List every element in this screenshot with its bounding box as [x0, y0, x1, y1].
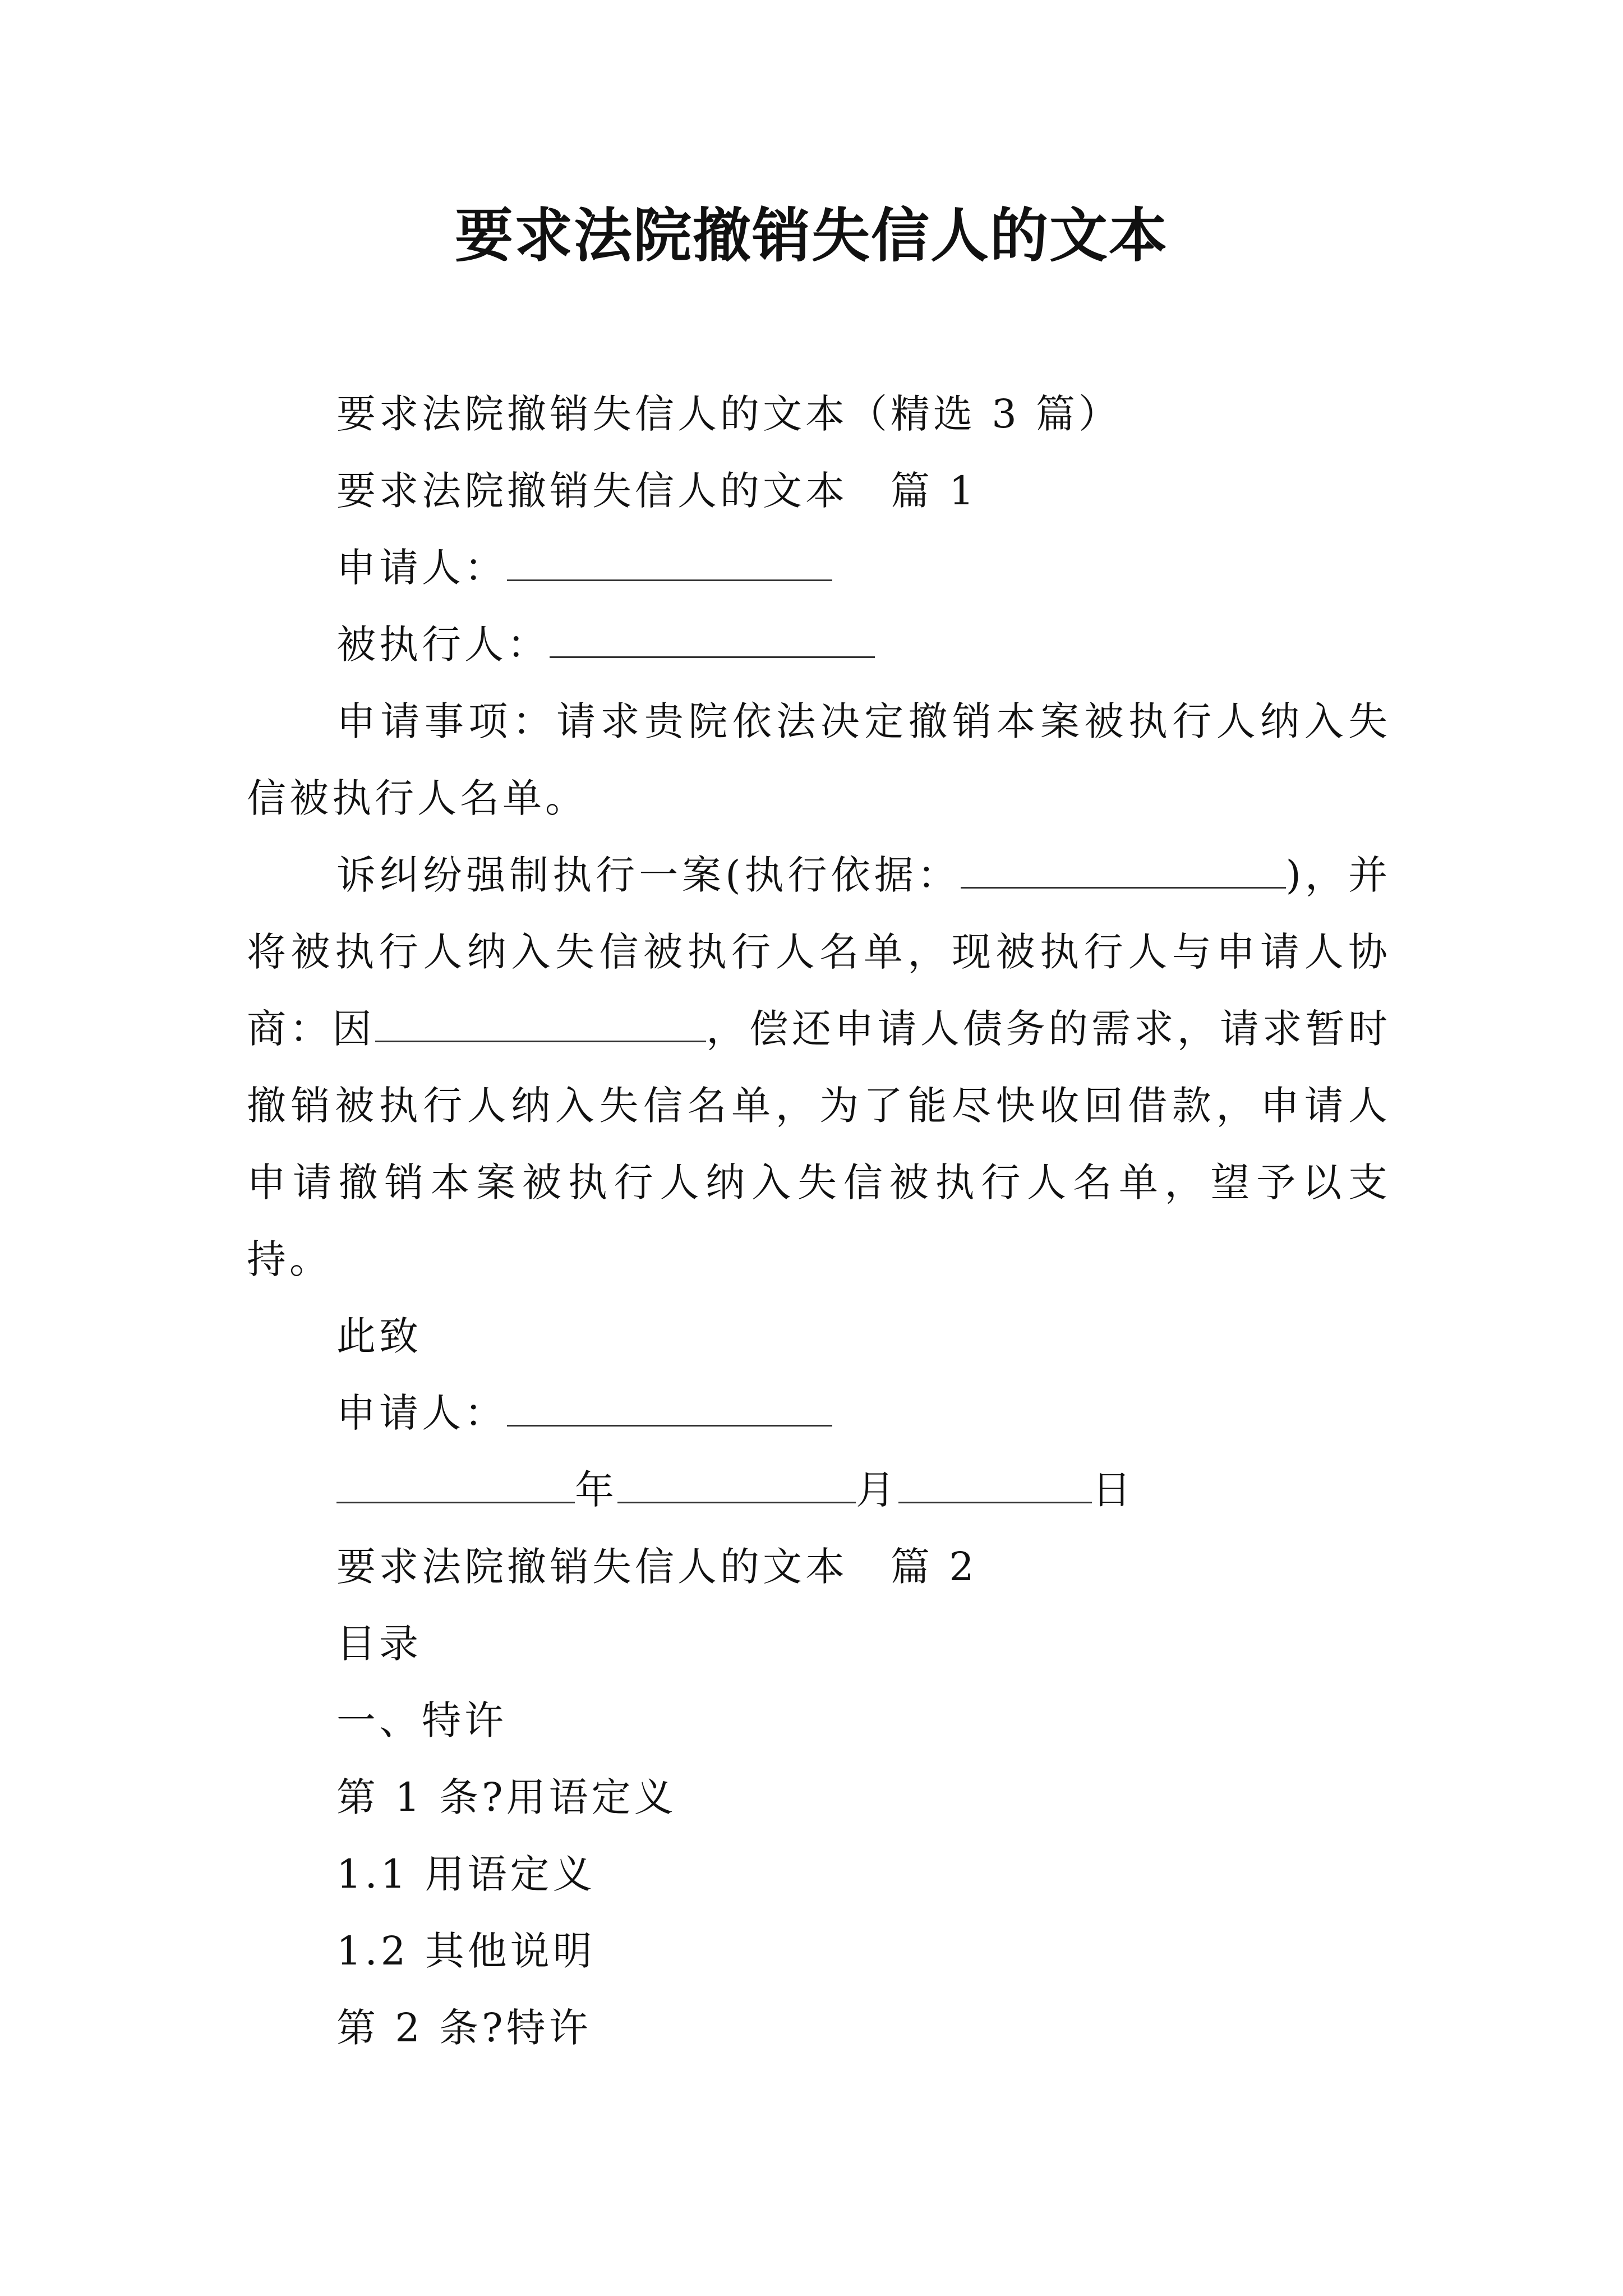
toc-title: 目录 [336, 1621, 422, 1667]
reason-blank [375, 998, 706, 1042]
toc-item: 1.1 用语定义 [336, 1851, 596, 1897]
month-blank [617, 1459, 856, 1503]
body-part-3: ，偿还申请人债务的需求，请求暂时撤销被执行人纳入失信名单，为了能尽快收回借款，申请人申请撤销本案被执行人纳入失信被执行人名单，望予以支持。 [247, 1006, 1391, 1282]
signature-blank [507, 1382, 832, 1427]
toc-item: 第 1 条?用语定义 [336, 1774, 677, 1820]
salutation: 此致 [336, 1313, 422, 1359]
intro-line: 要求法院撤销失信人的文本（精选 3 篇） [336, 391, 1122, 437]
section-1-heading: 要求法院撤销失信人的文本 篇 1 [336, 468, 978, 514]
toc-item: 第 2 条?特许 [336, 2005, 592, 2051]
respondent-label: 被执行人： [336, 622, 550, 668]
year-blank [336, 1459, 575, 1503]
body-part-1: 诉纠纷强制执行一案(执行依据： [336, 852, 961, 898]
document-title: 要求法院撤销失信人的文本 [454, 201, 1168, 270]
toc-item: 一、特许 [336, 1697, 507, 1743]
date-day-label: 日 [1092, 1467, 1135, 1513]
applicant-line [247, 530, 1391, 606]
execution-basis-blank [961, 844, 1286, 889]
document-body [247, 376, 1391, 2067]
date-year-label: 年 [575, 1467, 617, 1513]
respondent-blank [550, 614, 875, 658]
signature-line [247, 1375, 1391, 1452]
body-paragraph [247, 837, 1391, 1298]
toc-item: 1.2 其他说明 [336, 1928, 596, 1974]
section-2-heading: 要求法院撤销失信人的文本 篇 2 [336, 1544, 978, 1590]
respondent-line [247, 606, 1391, 683]
applicant-label: 申请人： [336, 545, 507, 591]
day-blank [898, 1459, 1092, 1503]
body-part-2: )，并将被执行人纳入失信被执行人名单，现被执行人与申请人协商：因 [247, 852, 1391, 1052]
date-line [247, 1452, 1391, 1529]
request-items-paragraph: 申请事项：请求贵院依法决定撤销本案被执行人纳入失信被执行人名单。 [247, 698, 1391, 821]
date-month-label: 月 [856, 1467, 898, 1513]
signature-label: 申请人： [336, 1390, 507, 1436]
applicant-blank [507, 537, 832, 581]
